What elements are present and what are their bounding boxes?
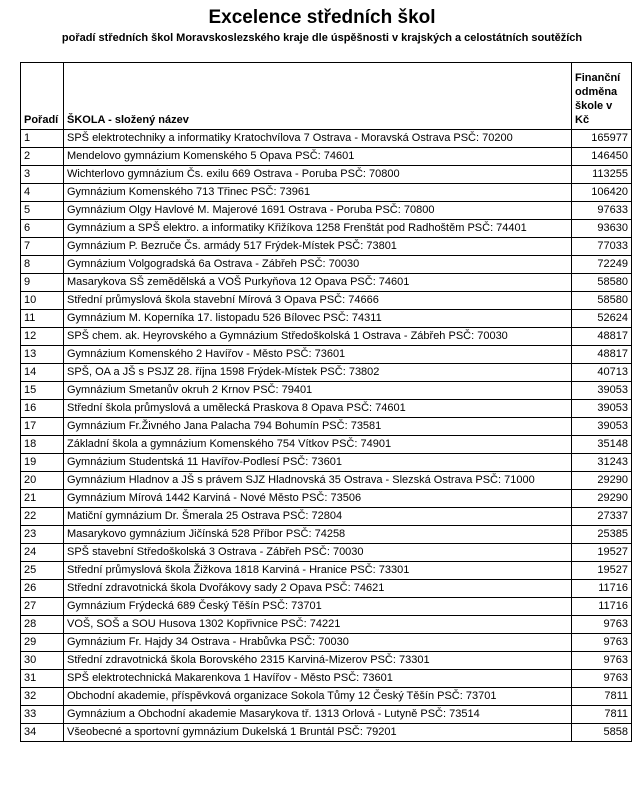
reward-cell: 39053: [572, 400, 632, 418]
school-name-cell: Gymnázium Komenského 2 Havířov - Město PSČ: 73601: [64, 346, 572, 364]
school-name-cell: Matiční gymnázium Dr. Šmerala 25 Ostrava PSČ: 72804: [64, 508, 572, 526]
reward-cell: 9763: [572, 652, 632, 670]
rank-cell: 17: [21, 418, 64, 436]
rank-cell: 1: [21, 130, 64, 148]
rank-cell: 22: [21, 508, 64, 526]
rank-cell: 9: [21, 274, 64, 292]
table-row: [21, 472, 632, 490]
reward-cell: 52624: [572, 310, 632, 328]
reward-cell: 165977: [572, 130, 632, 148]
table-body: [21, 130, 632, 742]
table-row: [21, 256, 632, 274]
rank-cell: 11: [21, 310, 64, 328]
school-name-cell: Masarykovo gymnázium Jičínská 528 Příbor PSČ: 74258: [64, 526, 572, 544]
reward-cell: 97633: [572, 202, 632, 220]
reward-cell: 9763: [572, 616, 632, 634]
reward-cell: 11716: [572, 580, 632, 598]
table-row: [21, 436, 632, 454]
rank-cell: 18: [21, 436, 64, 454]
rank-cell: 5: [21, 202, 64, 220]
table-row: [21, 580, 632, 598]
table-row: [21, 220, 632, 238]
rank-cell: 20: [21, 472, 64, 490]
school-name-cell: Střední průmyslová škola stavební Mírová 3 Opava PSČ: 74666: [64, 292, 572, 310]
school-name-cell: Střední zdravotnická škola Dvořákovy sady 2 Opava PSČ: 74621: [64, 580, 572, 598]
reward-cell: 48817: [572, 328, 632, 346]
school-name-cell: Všeobecné a sportovní gymnázium Dukelská 1 Bruntál PSČ: 79201: [64, 724, 572, 742]
school-name-cell: SPŠ chem. ak. Heyrovského a Gymnázium Středoškolská 1 Ostrava - Zábřeh PSČ: 70030: [64, 328, 572, 346]
rank-cell: 24: [21, 544, 64, 562]
table-row: [21, 166, 632, 184]
rank-cell: 26: [21, 580, 64, 598]
table-row: [21, 490, 632, 508]
reward-cell: 39053: [572, 418, 632, 436]
school-name-cell: VOŠ, SOŠ a SOU Husova 1302 Kopřivnice PSČ: 74221: [64, 616, 572, 634]
table-row: [21, 328, 632, 346]
school-name-cell: Základní škola a gymnázium Komenského 754 Vítkov PSČ: 74901: [64, 436, 572, 454]
table-row: [21, 562, 632, 580]
school-name-cell: Střední průmyslová škola Žižkova 1818 Karviná - Hranice PSČ: 73301: [64, 562, 572, 580]
reward-cell: 146450: [572, 148, 632, 166]
table-row: [21, 310, 632, 328]
school-name-cell: Střední zdravotnická škola Borovského 2315 Karviná-Mizerov PSČ: 73301: [64, 652, 572, 670]
school-name-cell: Gymnázium Frýdecká 689 Český Těšín PSČ: 73701: [64, 598, 572, 616]
table-row: [21, 688, 632, 706]
school-name-cell: Gymnázium a SPŠ elektro. a informatiky Křižíkova 1258 Frenštát pod Radhoštěm PSČ: 74401: [64, 220, 572, 238]
reward-cell: 72249: [572, 256, 632, 274]
school-name-cell: Gymnázium Studentská 11 Havířov-Podlesí PSČ: 73601: [64, 454, 572, 472]
reward-cell: 9763: [572, 670, 632, 688]
school-name-cell: Gymnázium Komenského 713 Třinec PSČ: 73961: [64, 184, 572, 202]
table-row: [21, 454, 632, 472]
reward-cell: 77033: [572, 238, 632, 256]
school-name-cell: Gymnázium P. Bezruče Čs. armády 517 Frýdek-Místek PSČ: 73801: [64, 238, 572, 256]
rank-cell: 19: [21, 454, 64, 472]
rank-cell: 8: [21, 256, 64, 274]
reward-cell: 7811: [572, 706, 632, 724]
reward-cell: 29290: [572, 472, 632, 490]
school-name-cell: Gymnázium Mírová 1442 Karviná - Nové Město PSČ: 73506: [64, 490, 572, 508]
rank-cell: 16: [21, 400, 64, 418]
school-name-cell: SPŠ stavební Středoškolská 3 Ostrava - Zábřeh PSČ: 70030: [64, 544, 572, 562]
rank-cell: 28: [21, 616, 64, 634]
table-row: [21, 652, 632, 670]
document-subtitle: pořadí středních škol Moravskoslezského kraje dle úspěšnosti v krajských a celostátních soutěžích: [61, 32, 583, 44]
school-name-cell: Gymnázium Fr. Hajdy 34 Ostrava - Hrabůvka PSČ: 70030: [64, 634, 572, 652]
school-name-cell: SPŠ, OA a JŠ s PSJZ 28. října 1598 Frýdek-Místek PSČ: 73802: [64, 364, 572, 382]
table-row: [21, 382, 632, 400]
rank-cell: 27: [21, 598, 64, 616]
header-school-name: ŠKOLA - složený název: [64, 63, 572, 130]
table-row: [21, 400, 632, 418]
table-row: [21, 598, 632, 616]
table-row: [21, 724, 632, 742]
reward-cell: 48817: [572, 346, 632, 364]
rank-cell: 3: [21, 166, 64, 184]
table-row: [21, 616, 632, 634]
rank-cell: 31: [21, 670, 64, 688]
school-name-cell: Gymnázium Volgogradská 6a Ostrava - Zábřeh PSČ: 70030: [64, 256, 572, 274]
rank-cell: 13: [21, 346, 64, 364]
table-row: [21, 706, 632, 724]
reward-cell: 5858: [572, 724, 632, 742]
table-row: [21, 238, 632, 256]
school-name-cell: Obchodní akademie, příspěvková organizace Sokola Tůmy 12 Český Těšín PSČ: 73701: [64, 688, 572, 706]
table-row: [21, 508, 632, 526]
table-row: [21, 292, 632, 310]
school-name-cell: Gymnázium Fr.Živného Jana Palacha 794 Bohumín PSČ: 73581: [64, 418, 572, 436]
reward-cell: 9763: [572, 634, 632, 652]
reward-cell: 113255: [572, 166, 632, 184]
reward-cell: 7811: [572, 688, 632, 706]
rank-cell: 10: [21, 292, 64, 310]
rank-cell: 4: [21, 184, 64, 202]
document-title: Excelence středních škol: [208, 7, 436, 28]
rank-cell: 25: [21, 562, 64, 580]
reward-cell: 31243: [572, 454, 632, 472]
table-row: [21, 544, 632, 562]
school-name-cell: SPŠ elektrotechnická Makarenkova 1 Havířov - Město PSČ: 73601: [64, 670, 572, 688]
school-name-cell: Mendelovo gymnázium Komenského 5 Opava PSČ: 74601: [64, 148, 572, 166]
reward-cell: 35148: [572, 436, 632, 454]
reward-cell: 11716: [572, 598, 632, 616]
rank-cell: 7: [21, 238, 64, 256]
table-row: [21, 130, 632, 148]
rank-cell: 15: [21, 382, 64, 400]
header-reward: Finanční odměna škole v Kč: [572, 63, 632, 130]
table-row: [21, 346, 632, 364]
school-name-cell: Střední škola průmyslová a umělecká Praskova 8 Opava PSČ: 74601: [64, 400, 572, 418]
rank-cell: 23: [21, 526, 64, 544]
reward-cell: 93630: [572, 220, 632, 238]
school-name-cell: Gymnázium Olgy Havlové M. Majerové 1691 Ostrava - Poruba PSČ: 70800: [64, 202, 572, 220]
table-row: [21, 526, 632, 544]
table-row: [21, 184, 632, 202]
school-name-cell: Wichterlovo gymnázium Čs. exilu 669 Ostrava - Poruba PSČ: 70800: [64, 166, 572, 184]
table-row: [21, 670, 632, 688]
reward-cell: 19527: [572, 562, 632, 580]
school-name-cell: SPŠ elektrotechniky a informatiky Kratochvílova 7 Ostrava - Moravská Ostrava PSČ: 70200: [64, 130, 572, 148]
rank-cell: 14: [21, 364, 64, 382]
school-name-cell: Gymnázium a Obchodní akademie Masarykova tř. 1313 Orlová - Lutyně PSČ: 73514: [64, 706, 572, 724]
table-row: [21, 364, 632, 382]
reward-cell: 58580: [572, 292, 632, 310]
table-row: [21, 418, 632, 436]
table-header-row: [21, 63, 632, 130]
school-name-cell: Gymnázium Smetanův okruh 2 Krnov PSČ: 79401: [64, 382, 572, 400]
table-row: [21, 202, 632, 220]
reward-cell: 40713: [572, 364, 632, 382]
reward-cell: 58580: [572, 274, 632, 292]
table-row: [21, 274, 632, 292]
rank-cell: 30: [21, 652, 64, 670]
reward-cell: 29290: [572, 490, 632, 508]
reward-cell: 25385: [572, 526, 632, 544]
reward-cell: 39053: [572, 382, 632, 400]
rank-cell: 32: [21, 688, 64, 706]
rank-cell: 21: [21, 490, 64, 508]
rank-cell: 2: [21, 148, 64, 166]
rank-cell: 33: [21, 706, 64, 724]
reward-cell: 19527: [572, 544, 632, 562]
school-name-cell: Masarykova SŠ zemědělská a VOŠ Purkyňova 12 Opava PSČ: 74601: [64, 274, 572, 292]
reward-cell: 27337: [572, 508, 632, 526]
rank-cell: 29: [21, 634, 64, 652]
school-name-cell: Gymnázium Hladnov a JŠ s právem SJZ Hladnovská 35 Ostrava - Slezská Ostrava PSČ: 71000: [64, 472, 572, 490]
header-rank: Pořadí: [21, 63, 64, 130]
reward-cell: 106420: [572, 184, 632, 202]
table-row: [21, 148, 632, 166]
table-row: [21, 634, 632, 652]
rank-cell: 34: [21, 724, 64, 742]
school-name-cell: Gymnázium M. Koperníka 17. listopadu 526 Bílovec PSČ: 74311: [64, 310, 572, 328]
rank-cell: 12: [21, 328, 64, 346]
school-ranking-table: [20, 62, 632, 742]
rank-cell: 6: [21, 220, 64, 238]
